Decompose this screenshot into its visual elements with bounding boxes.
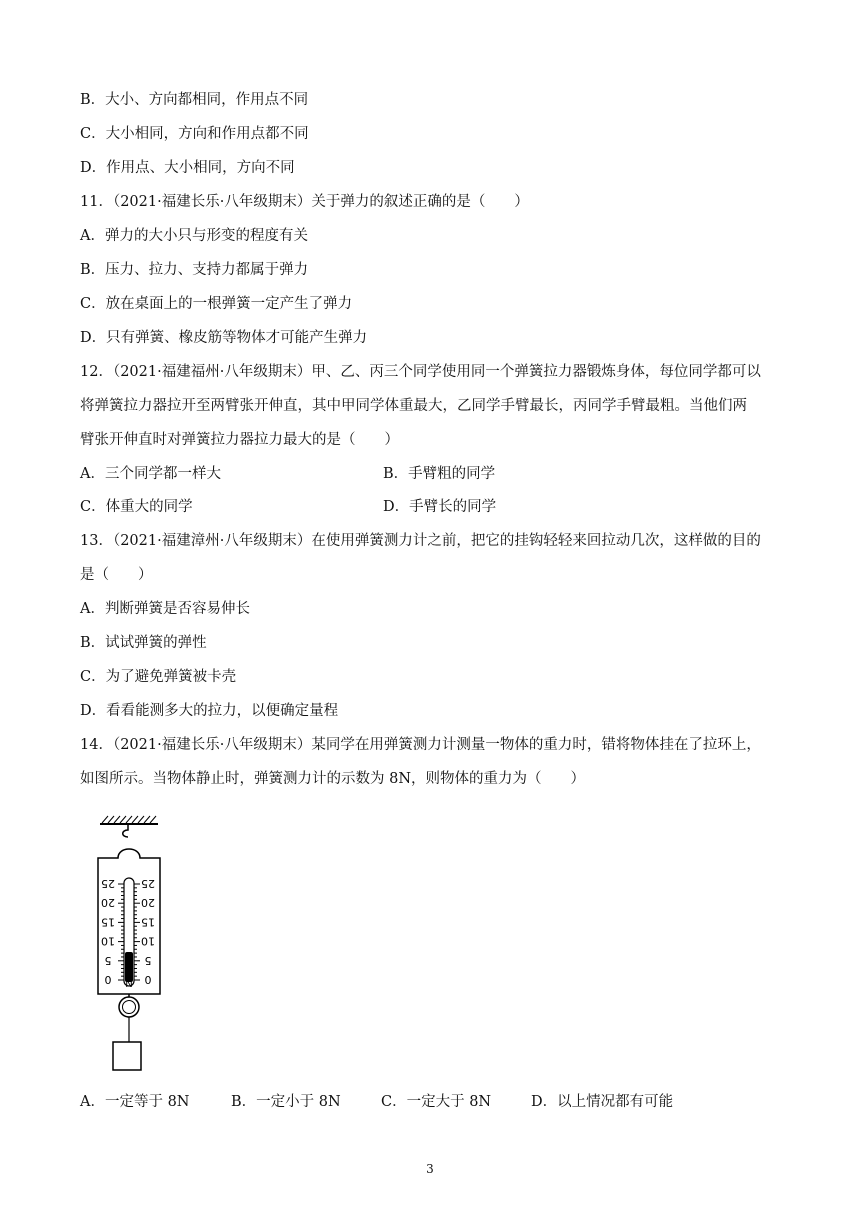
scale-label: 15 bbox=[141, 915, 155, 929]
q11-option-c: C．放在桌面上的一根弹簧一定产生了弹力 bbox=[80, 296, 353, 312]
q13-stem-line1: 13．（2021·福建漳州·八年级期末）在使用弹簧测力计之前，把它的挂钩轻轻来回拉动几次，这样做的目的 bbox=[80, 533, 761, 549]
q12-option-d: D．手臂长的同学 bbox=[383, 499, 497, 515]
q13-option-c: C．为了避免弹簧被卡壳 bbox=[80, 669, 237, 685]
q11-option-a: A．弹力的大小只与形变的程度有关 bbox=[80, 228, 308, 244]
q13-option-b: B．试试弹簧的弹性 bbox=[80, 635, 207, 651]
scale-label: 15 bbox=[101, 915, 115, 929]
scale-label: 5 bbox=[104, 953, 112, 967]
q10-option-d: D．作用点、大小相同，方向不同 bbox=[80, 160, 295, 176]
q13-option-a: A．判断弹簧是否容易伸长 bbox=[80, 601, 250, 617]
q10-option-c: C．大小相同，方向和作用点都不同 bbox=[80, 126, 309, 142]
scale-label: 25 bbox=[141, 877, 155, 890]
scale-label: 0 bbox=[104, 973, 112, 986]
scale-unit-label: N bbox=[125, 977, 133, 988]
q14-option-b: B．一定小于 8N bbox=[231, 1094, 341, 1110]
page-number: 3 bbox=[426, 1162, 434, 1176]
q14-stem-line2: 如图所示。当物体静止时，弹簧测力计的示数为 8N，则物体的重力为（ ） bbox=[80, 771, 586, 787]
q11-stem: 11．（2021·福建长乐·八年级期末）关于弹力的叙述正确的是（ ） bbox=[80, 194, 529, 210]
q12-stem-line1: 12．（2021·福建福州·八年级期末）甲、乙、丙三个同学使用同一个弹簧拉力器锻炼身体，每位同学都可以 bbox=[80, 364, 761, 380]
q14-stem-line1: 14．（2021·福建长乐·八年级期末）某同学在用弹簧测力计测量一物体的重力时，错将物体挂在了拉环上， bbox=[80, 737, 761, 753]
scale-label: 5 bbox=[144, 953, 152, 967]
q12-option-c: C．体重大的同学 bbox=[80, 499, 193, 515]
scale-label: 20 bbox=[141, 896, 155, 910]
q13-option-d: D．看看能测多大的拉力，以便确定量程 bbox=[80, 703, 339, 719]
q12-option-a: A．三个同学都一样大 bbox=[80, 466, 221, 482]
q11-option-d: D．只有弹簧、橡皮筋等物体才可能产生弹力 bbox=[80, 330, 368, 346]
q11-option-b: B．压力、拉力、支持力都属于弹力 bbox=[80, 262, 309, 278]
hanging-block bbox=[113, 1042, 141, 1070]
q13-stem-line2: 是（ ） bbox=[80, 567, 153, 583]
scale-label: 25 bbox=[101, 877, 115, 890]
scale-label: 0 bbox=[144, 973, 152, 986]
q10-option-b: B．大小、方向都相同，作用点不同 bbox=[80, 92, 309, 108]
q14-option-a: A．一定等于 8N bbox=[80, 1094, 190, 1110]
scale-label: 20 bbox=[101, 896, 115, 910]
q14-option-c: C．一定大于 8N bbox=[381, 1094, 492, 1110]
q12-option-b: B．手臂粗的同学 bbox=[383, 466, 496, 482]
scale-label: 10 bbox=[101, 934, 115, 948]
q12-stem-line3: 臂张开伸直时对弹簧拉力器拉力最大的是（ ） bbox=[80, 432, 399, 448]
spring-scale-figure bbox=[90, 812, 170, 1077]
q12-stem-line2: 将弹簧拉力器拉开至两臂张开伸直，其中甲同学体重最大，乙同学手臂最长，丙同学手臂最粗。当他们两 bbox=[80, 398, 747, 414]
q14-option-d: D．以上情况都有可能 bbox=[531, 1094, 674, 1110]
scale-label: 10 bbox=[141, 934, 155, 948]
